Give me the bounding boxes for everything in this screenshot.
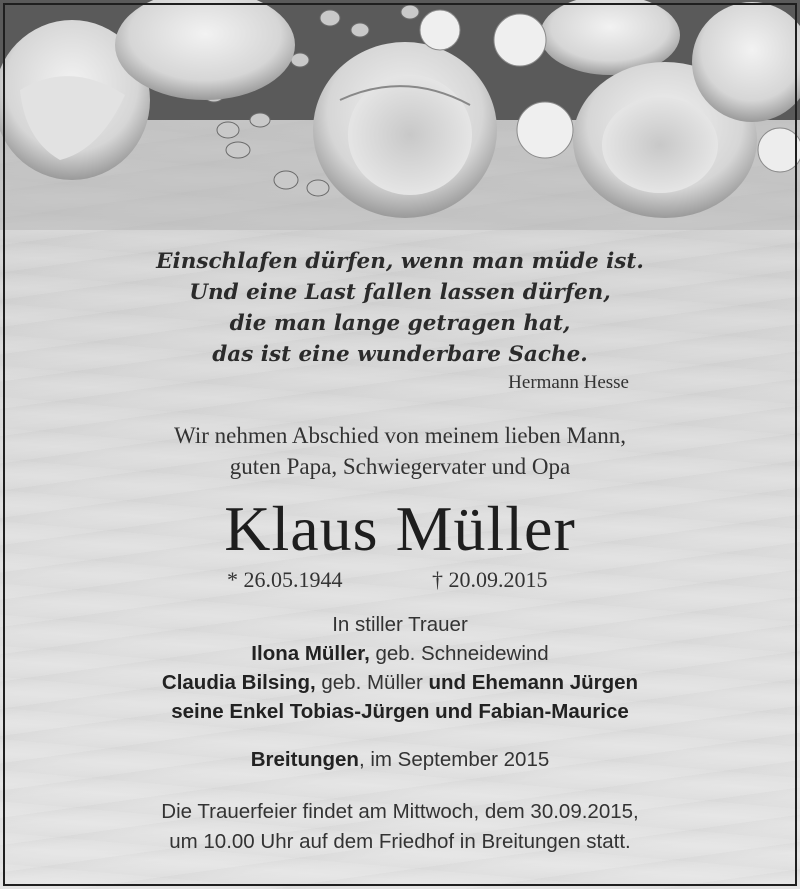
deceased-name: Klaus Müller: [224, 493, 576, 564]
poem: [0, 246, 800, 370]
place: Breitungen: [250, 748, 359, 771]
poem-line: Und eine Last fallen lassen dürfen,: [189, 280, 611, 305]
mourner-name: Ilona Müller,: [251, 642, 370, 665]
intro-text: [0, 420, 800, 482]
mourner-row: [0, 668, 800, 697]
tulip-flowers-image: [0, 0, 800, 230]
mourners-heading: In stiller Trauer: [332, 613, 468, 636]
intro-line-1: Wir nehmen Abschied von meinem lieben Mann,: [174, 423, 626, 448]
mourner-row: [0, 697, 800, 726]
poem-line: das ist eine wunderbare Sache.: [212, 342, 588, 367]
funeral-line-2: um 10.00 Uhr auf dem Friedhof in Breitungen statt.: [169, 830, 631, 853]
birth-date: * 26.05.1944: [227, 567, 343, 592]
date: , im September 2015: [358, 748, 550, 771]
funeral-info: [0, 797, 800, 857]
mourner-spouse: und Ehemann Jürgen: [428, 671, 639, 694]
mourner-detail: geb. Müller: [315, 671, 429, 694]
death-date: † 20.09.2015: [432, 567, 548, 592]
place-date: [0, 748, 800, 772]
poem-line: Einschlafen dürfen, wenn man müde ist.: [156, 249, 644, 274]
poem-author: Hermann Hesse: [508, 372, 629, 393]
mourner-grandchildren: seine Enkel Tobias-Jürgen und Fabian-Maurice: [171, 700, 629, 723]
mourners-block: [0, 610, 800, 726]
intro-line-2: guten Papa, Schwiegervater und Opa: [229, 454, 571, 479]
mourner-row: [0, 639, 800, 668]
mourner-name: Claudia Bilsing,: [161, 671, 316, 694]
funeral-line-1: Die Trauerfeier findet am Mittwoch, dem 30.09.2015,: [161, 800, 639, 823]
poem-line: die man lange getragen hat,: [229, 311, 571, 336]
mourner-detail: geb. Schneidewind: [369, 642, 549, 665]
